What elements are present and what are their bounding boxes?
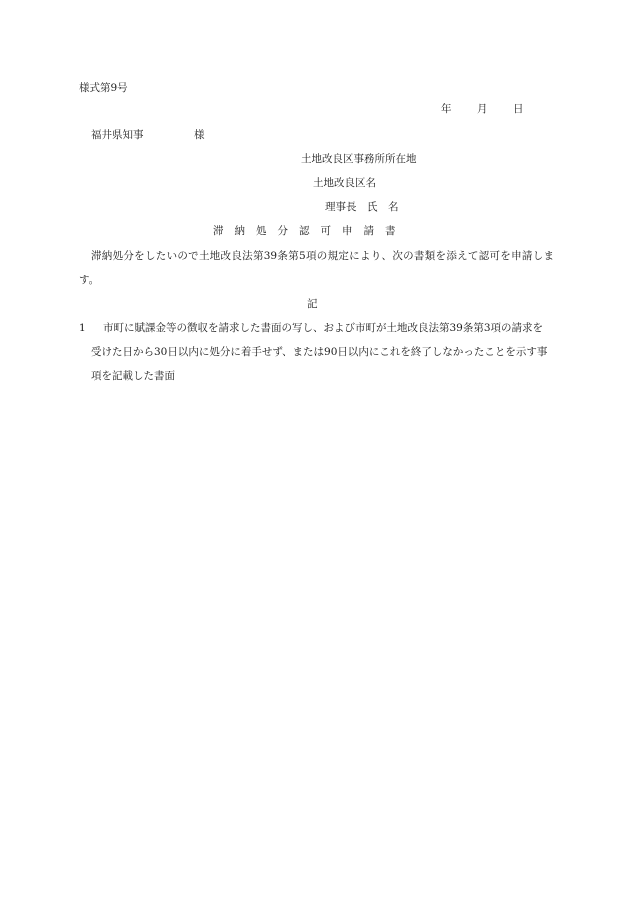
item-text: 市町に賦課金等の徴収を請求した書面の写し、および市町が土地改良法第39条第3項の請求を受けた日から30日以内に処分に着手せず、または90日以内にこれを終了しなかったことを示す事項を記載した書面 [91, 322, 548, 382]
district-name-label: 土地改良区名 [313, 177, 376, 189]
ki-heading: 記 [307, 298, 318, 310]
body-paragraph: 滞納処分をしたいので土地改良法第39条第5項の規定により、次の書類を添えて認可を申請します。 [79, 250, 554, 286]
date-day-label: 日 [513, 103, 524, 115]
director-name-label: 理事長 氏 名 [325, 201, 399, 213]
addressee-name: 福井県知事 [91, 129, 144, 141]
date-year-label: 年 [441, 103, 452, 115]
item-number: 1 [79, 322, 86, 334]
date-month-label: 月 [477, 103, 488, 115]
addressee-honorific: 様 [194, 129, 205, 141]
list-item [79, 316, 549, 388]
document-title: 滞納処分認可申請書 [213, 225, 407, 237]
form-number: 様式第9号 [79, 82, 128, 94]
office-address-label: 土地改良区事務所所在地 [301, 153, 417, 165]
date-field [441, 102, 524, 116]
addressee [91, 128, 205, 142]
